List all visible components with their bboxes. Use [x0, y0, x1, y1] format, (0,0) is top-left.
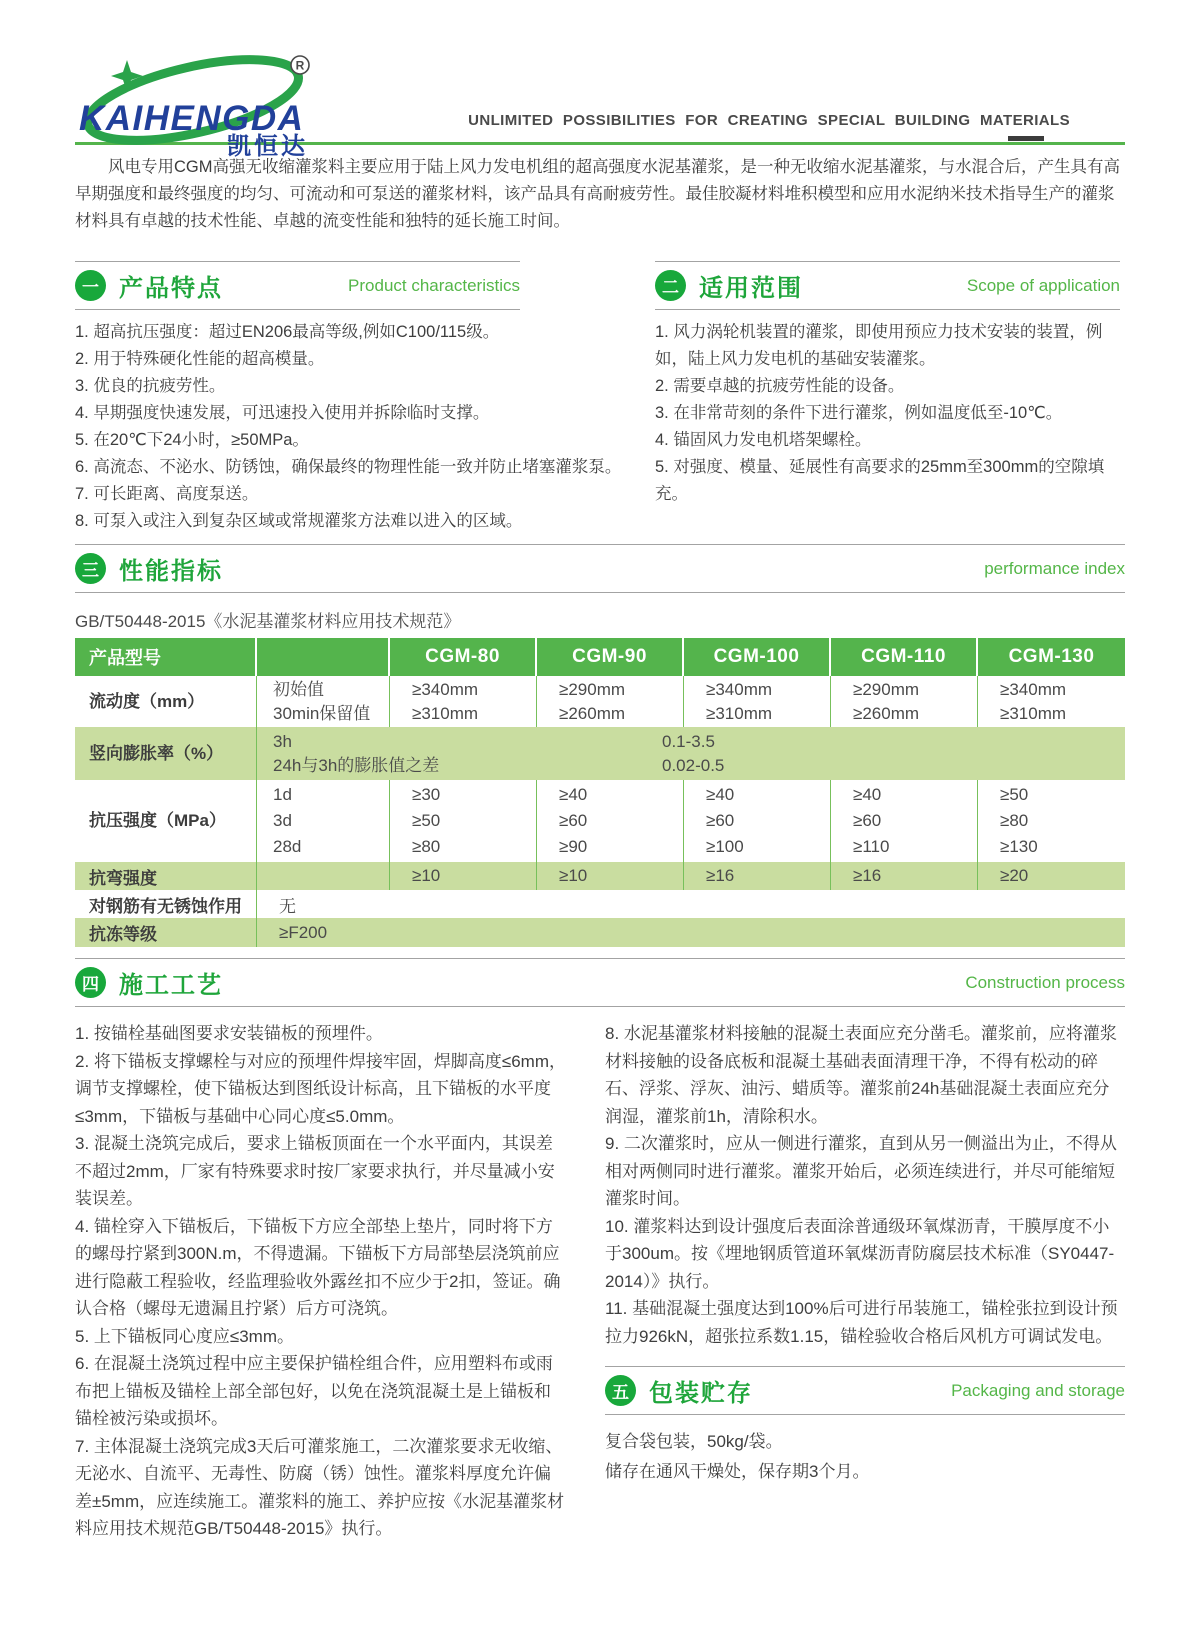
- process-step: 1. 按锚栓基础图要求安装锚板的预埋件。: [75, 1024, 383, 1043]
- scope-list: [655, 319, 1120, 508]
- section-3-subtitle: performance index: [984, 558, 1125, 578]
- table-row-fluidity: [75, 676, 1125, 727]
- row-label: 流动度（mm）: [75, 676, 257, 727]
- feature-item: 1. 超高抗压强度：超过EN206最高等级,例如C100/115级。: [75, 323, 500, 341]
- packaging-list: [605, 1427, 1125, 1487]
- section-5-header: [605, 1366, 1125, 1415]
- cell-cgm80: ≥30 ≥50 ≥80: [390, 780, 537, 862]
- process-step: 6. 在混凝土浇筑过程中应主要保护锚栓组合件，应用塑料布或雨布把上锚板及锚栓上部全部包好，以免在浇筑混凝土是上锚板和锚栓被污染或损坏。: [75, 1354, 553, 1428]
- feature-list: [75, 319, 620, 535]
- cell-cgm130: ≥50 ≥80 ≥130: [1000, 785, 1038, 856]
- section-1-title: 产品特点: [119, 275, 223, 302]
- section-2-subtitle: Scope of application: [966, 275, 1120, 295]
- section-4-subtitle: Construction process: [965, 972, 1125, 992]
- scope-item: 1. 风力涡轮机装置的灌浆，即使用预应力技术安装的装置，例如，陆上风力发电机的基础安装灌浆。: [655, 323, 1103, 368]
- cell-cgm80: ≥10: [390, 862, 537, 890]
- feature-item: 8. 可泵入或注入到复杂区域或常规灌浆方法难以进入的区域。: [75, 512, 523, 530]
- cell-cgm130: ≥340mm ≥310mm: [1000, 679, 1067, 723]
- table-header-cell: CGM-130: [1008, 646, 1095, 667]
- standard-reference: GB/T50448-2015《水泥基灌浆材料应用技术规范》: [75, 612, 461, 631]
- tagline-underline: [1008, 136, 1044, 141]
- kaihengda-logo-icon: [75, 50, 325, 162]
- section-4-header: [75, 958, 1125, 1007]
- section-5-title: 包装贮存: [649, 1380, 753, 1407]
- section-4-title: 施工工艺: [119, 972, 223, 999]
- section-3-title: 性能指标: [119, 558, 223, 585]
- scope-item: 3. 在非常苛刻的条件下进行灌浆，例如温度低至-10℃。: [655, 404, 1063, 422]
- table-header-cell: CGM-100: [684, 638, 831, 676]
- feature-item: 4. 早期强度快速发展，可迅速投入使用并拆除临时支撑。: [75, 404, 490, 422]
- section-product-characteristics: [75, 261, 620, 535]
- performance-table: [75, 638, 1125, 947]
- row-label: 抗弯强度: [75, 862, 257, 890]
- cell-cgm100: ≥16: [684, 862, 831, 890]
- process-step: 4. 锚栓穿入下锚板后，下锚板下方应全部垫上垫片，同时将下方的螺母拧紧到300N.m，不得遗漏。下锚板下方局部垫层浇筑前应进行隐蔽工程验收，经监理验收外露丝扣不应少于2扣，签证。确认合格（螺母无遗漏且拧紧）后方可浇筑。: [75, 1216, 561, 1318]
- brand-text-cn: 凯恒达: [227, 133, 308, 160]
- scope-item: 4. 锚固风力发电机塔架螺栓。: [655, 431, 872, 449]
- feature-item: 7. 可长距离、高度泵送。: [75, 485, 259, 503]
- table-row-corrosion: [75, 890, 1125, 918]
- table-header-cell: [257, 638, 390, 676]
- section-1-number-badge: 一: [75, 270, 106, 301]
- section-scope-of-application: [655, 261, 1120, 508]
- cell-span-values: 0.1-3.5 0.02-0.5: [662, 731, 725, 775]
- row-label: 对钢筋有无锈蚀作用: [75, 890, 257, 918]
- section-3-header: [75, 544, 1125, 593]
- feature-item: 6. 高流态、不泌水、防锈蚀，确保最终的物理性能一致并防止堵塞灌浆泵。: [75, 458, 622, 476]
- section-3-number-badge: 三: [75, 553, 106, 584]
- packaging-item: 复合袋包装，50kg/袋。: [605, 1432, 783, 1451]
- table-row-compressive: [75, 780, 1125, 862]
- table-header-cell: CGM-90: [537, 638, 684, 676]
- packaging-item: 储存在通风干燥处，保存期3个月。: [605, 1462, 870, 1481]
- row-subconditions: 1d 3d 28d: [257, 780, 390, 862]
- cell-cgm100: ≥40 ≥60 ≥100: [684, 780, 831, 862]
- process-step: 8. 水泥基灌浆材料接触的混凝土表面应充分凿毛。灌浆前，应将灌浆材料接触的设备底板和混凝土基础表面清理干净，不得有松动的碎石、浮浆、浮灰、油污、蜡质等。灌浆前24h基础混凝土表面应充分润湿，灌浆前1h，清除积水。: [605, 1024, 1117, 1126]
- section-5-subtitle: Packaging and storage: [951, 1380, 1125, 1400]
- cell-cgm110: ≥290mm ≥260mm: [831, 676, 978, 727]
- scope-item: 2. 需要卓越的抗疲劳性能的设备。: [655, 377, 905, 395]
- section-1-header: [75, 261, 520, 310]
- section-4-number-badge: 四: [75, 967, 106, 998]
- brand-logo: [75, 50, 325, 162]
- table-row-flexural: [75, 862, 1125, 890]
- feature-item: 5. 在20℃下24小时，≥50MPa。: [75, 431, 309, 449]
- process-step: 5. 上下锚板同心度应≤3mm。: [75, 1326, 295, 1346]
- section-5-number-badge: 五: [605, 1375, 636, 1406]
- registered-letter: R: [295, 58, 305, 73]
- table-header-cell: CGM-110: [831, 638, 978, 676]
- process-step: 10. 灌浆料达到设计强度后表面涂普通级环氧煤沥青，干膜厚度不小于300um。按《埋地钢质管道环氧煤沥青防腐层技术标准（SY0447-2014）》执行。: [605, 1216, 1115, 1291]
- section-performance-index: [75, 544, 1125, 947]
- row-label: 抗冻等级: [75, 918, 257, 947]
- section-2-header: [655, 261, 1120, 310]
- section-construction-process: [75, 958, 1125, 1543]
- feature-item: 3. 优良的抗疲劳性。: [75, 377, 226, 395]
- process-step: 7. 主体混凝土浇筑完成3天后可灌浆施工，二次灌浆要求无收缩、无泌水、自流平、无毒性、防腐（锈）蚀性。灌浆料厚度允许偏差±5mm，应连续施工。灌浆料的施工、养护应按《水泥基灌浆材料应用技术规范GB/T50448-2015》执行。: [75, 1436, 565, 1538]
- process-step: 2. 将下锚板支撑螺栓与对应的预埋件焊接牢固，焊脚高度≤6mm，调节支撑螺栓，使下锚板达到图纸设计标高，且下锚板的水平度≤3mm，下锚板与基础中心同心度≤5.0mm。: [75, 1051, 567, 1126]
- scope-item: 5. 对强度、模量、延展性有高要求的25mm至300mm的空隙填充。: [655, 458, 1105, 503]
- section-2-title: 适用范围: [699, 275, 803, 302]
- table-header-row: [75, 638, 1125, 676]
- row-subconditions: 3h 24h与3h的膨胀值之差: [273, 731, 440, 775]
- feature-item: 2. 用于特殊硬化性能的超高模量。: [75, 350, 325, 368]
- row-subconditions: 初始值 30min保留值: [257, 676, 390, 727]
- cell-cgm110: ≥40 ≥60 ≥110: [831, 780, 978, 862]
- section-1-subtitle: Product characteristics: [348, 275, 520, 295]
- process-steps-right: [605, 1020, 1125, 1487]
- row-label: 抗压强度（MPa）: [75, 780, 257, 862]
- cell-cgm90: ≥40 ≥60 ≥90: [537, 780, 684, 862]
- table-header-cell: 产品型号: [75, 638, 257, 676]
- cell-cgm130: ≥20: [1000, 866, 1029, 885]
- cell-cgm110: ≥16: [831, 862, 978, 890]
- cell-cgm80: ≥340mm ≥310mm: [390, 676, 537, 727]
- table-header-cell: CGM-80: [390, 638, 537, 676]
- process-step: 9. 二次灌浆时，应从一侧进行灌浆，直到从另一侧溢出为止，不得从相对两侧同时进行灌浆。灌浆开始后，必须连续进行，并尽可能缩短灌浆时间。: [605, 1134, 1117, 1208]
- tagline: UNLIMITED POSSIBILITIES FOR CREATING SPECIAL BUILDING MATERIALS: [468, 112, 1070, 129]
- process-step: 3. 混凝土浇筑完成后，要求上锚板顶面在一个水平面内，其误差不超过2mm，厂家有特殊要求时按厂家要求执行，并尽量减小安装误差。: [75, 1134, 555, 1208]
- process-step: 11. 基础混凝土强度达到100%后可进行吊装施工，锚栓张拉到设计预拉力926kN，超张拉系数1.15，锚栓验收合格后风机方可调试发电。: [605, 1299, 1118, 1346]
- row-label: 竖向膨胀率（%）: [75, 727, 257, 780]
- table-row-expansion: [75, 727, 1125, 780]
- row-subconditions: [257, 862, 390, 890]
- cell-cgm100: ≥340mm ≥310mm: [684, 676, 831, 727]
- cell-span-values: 无: [279, 896, 296, 916]
- brand-text: KAIHENGDA: [79, 99, 305, 138]
- table-row-frost: [75, 918, 1125, 947]
- page-header: [75, 0, 1125, 160]
- process-steps-left: [75, 1020, 567, 1543]
- cell-cgm90: ≥290mm ≥260mm: [537, 676, 684, 727]
- intro-paragraph: 风电专用CGM高强无收缩灌浆料主要应用于陆上风力发电机组的超高强度水泥基灌浆，是一种无收缩水泥基灌浆，与水混合后，产生具有高早期强度和最终强度的均匀、可流动和可泵送的灌浆材料，该产品具有高耐疲劳性。最佳胶凝材料堆积模型和应用水泥纳米技术指导生产的灌浆材料具有卓越的技术性能、卓越的流变性能和独特的延长施工时间。: [75, 158, 1120, 230]
- cell-span-values: ≥F200: [279, 922, 328, 942]
- section-2-number-badge: 二: [655, 270, 686, 301]
- cell-cgm90: ≥10: [537, 862, 684, 890]
- tagline-block: [468, 112, 1070, 129]
